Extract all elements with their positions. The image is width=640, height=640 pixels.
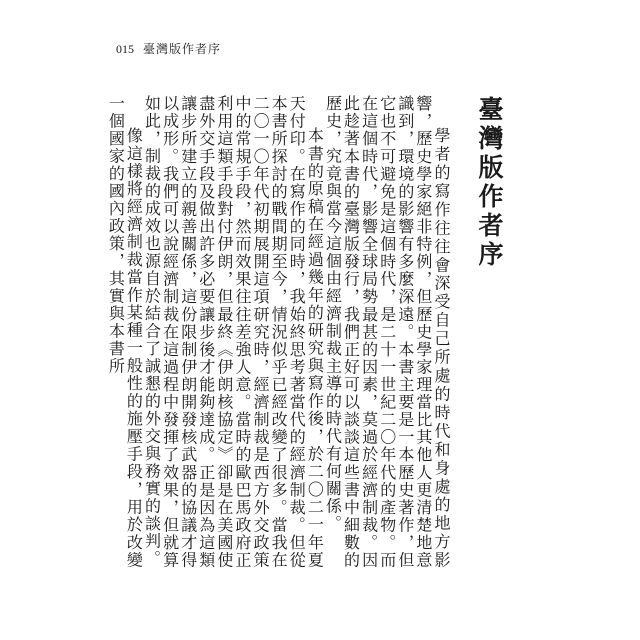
- body-text: [106, 95, 451, 569]
- running-title: 臺灣版作者序: [143, 42, 222, 56]
- running-head: [116, 40, 221, 57]
- page-number: 015: [116, 42, 134, 56]
- paragraph-2: 本書的原稿在經過幾年的研究與寫作後，於二〇二一年夏天付印。在寫作的同時，我始終思考著當代的經濟制裁。但從本書所探討的戰間期至今，情況似乎已經改變了很多。當我在二〇一〇年代初期展開這項研究時，經濟制裁是西方外交政策中的常規手段，然而效果往往差強人意。當時的歐巴馬政府正利用這類手段對付伊朗，但最終《伊朗核協定》卻是在美國使盡外交手段及做出許多必要讓步後才能夠達成。正是因為這類讓步所建立的親善關係，這份限制伊朗開發核武器的協議才得以成形。我們可以說經濟制裁在這過程中發揮了效果，但就算如此，制裁的成效也源自於結合了誠懇的外交與務實的談判。: [142, 95, 325, 569]
- paragraph-1: 學者的寫作往往會深受自己所處的時代和身處的地方影響，歷史學家絕非特例，但歷史學家理當比其他人更清楚地意識到，環境的影響有多麼深遠。本書主要是一本歷史著作，但它也不可避免是這個時代，是二十一世紀二〇年代的產物。而在這個時代，影響全球局勢最甚的因素，莫過於經濟制裁。因此趁著本書的臺灣版發行，我們正好可以談談這些書中細數的歷史，究竟與當今這個由經濟制裁主導的時代有何關係。: [323, 95, 451, 569]
- chapter-title: 臺灣版作者序: [475, 96, 504, 270]
- paragraph-3: 像這樣將經濟制裁當作某種一般性的施壓手段，用於改變一個國家的國內政策，其實與本書所: [106, 95, 144, 569]
